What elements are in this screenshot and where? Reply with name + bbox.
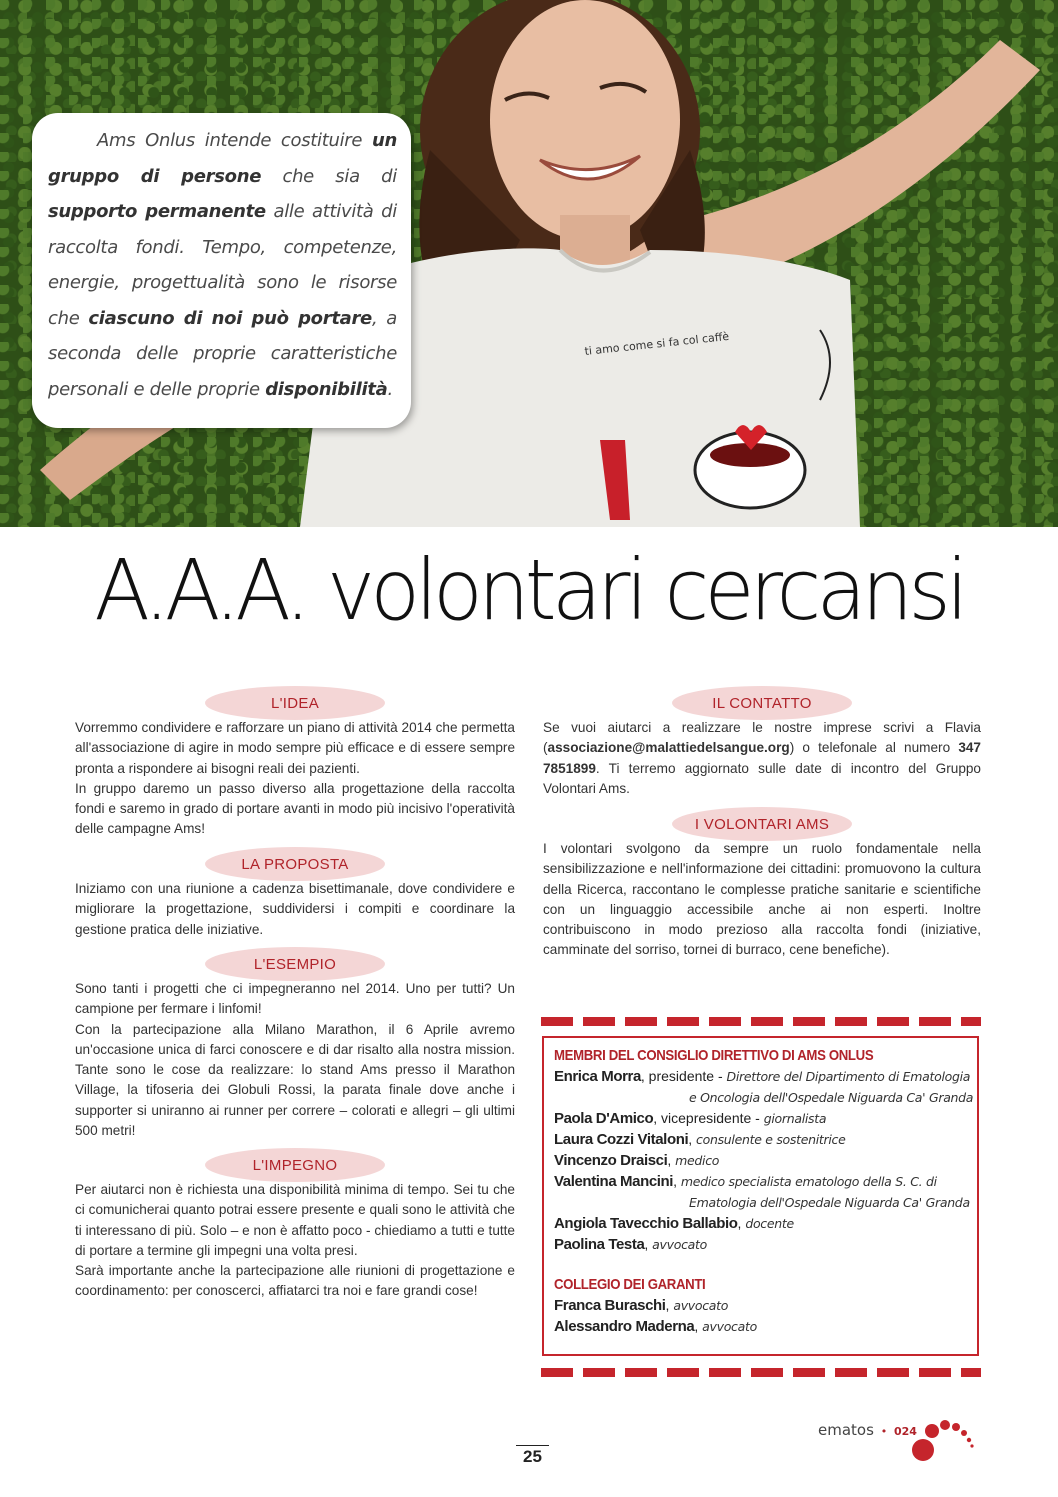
member-row: Enrica Morra, presidente - Direttore del Dipartimento di Ematologia: [554, 1068, 971, 1085]
section-heading: L'ESEMPIO: [205, 953, 385, 977]
page-title: A.A.A. volontari cercansi: [94, 541, 964, 639]
garanti-heading: COLLEGIO DEI GARANTI: [554, 1276, 706, 1293]
member-row: Laura Cozzi Vitaloni, consulente e sostenitrice: [554, 1131, 846, 1148]
section-esempio: [75, 953, 515, 1141]
paragraph: Vorremmo condividere e rafforzare un piano di attività 2014 che permetta all'associazione di agire in modo sempre più efficace e di essere sempre pronta a rispondere ai bisogni reali dei pazienti.: [75, 720, 515, 776]
dashed-divider-bottom: [541, 1368, 981, 1377]
section-impegno: [75, 1154, 515, 1302]
paragraph: Con la partecipazione alla Milano Marathon, il 6 Aprile avremo un'occasione unica di farci conoscere e di dar risalto alla nostra mission. Tante sono le cose da realizzare: lo stand Ams presso il Marathon Village, la tifoseria dei Globuli Rossi, la parata finale dove anche i supporter si uniranno ai runner per correre – colorati e allegri – gli ultimi 500 metri!: [75, 1021, 515, 1139]
section-idea: [75, 692, 515, 840]
paragraph: I volontari svolgono da sempre un ruolo fondamentale nella sensibilizzazione e nell'informazione dei cittadini: promuovono la cultura della Ricerca, raccontano le complesse pratiche sanitarie e scientifiche con un linguaggio accessibile anche ai non esperti. Inoltre contribuiscono in modo prezioso alla raccolta fondi (iniziative, camminate del sorriso, tornei di burraco, cene benefiche).: [543, 841, 981, 958]
section-heading: IL CONTATTO: [672, 692, 852, 716]
member-row: Paola D'Amico, vicepresidente - giornalista: [554, 1110, 827, 1127]
section-heading: I VOLONTARI AMS: [672, 813, 852, 837]
section-contatto: [543, 692, 981, 799]
section-heading: L'IDEA: [205, 692, 385, 716]
paragraph: Sono tanti i progetti che ci impegneranno nel 2014. Uno per tutti? Un campione per fermare i linfomi!: [75, 981, 515, 1017]
member-row: Angiola Tavecchio Ballabio, docente: [554, 1215, 794, 1232]
email-link[interactable]: associazione@malattiedelsangue.org: [547, 740, 790, 756]
svg-text:ti amo come si fa col caffè: ti amo come si fa col caffè: [583, 329, 730, 358]
intro-quote-text: Ams Onlus intende costituire un gruppo di persone che sia di supporto permanente alle attività di raccolta fondi. Tempo, competenze, energie, progettualità sono le risorse che ciascuno di noi può portare, a seconda delle proprie caratteristiche personali e delle proprie disponibilità.: [48, 130, 397, 400]
dashed-divider-top: [541, 1017, 981, 1026]
member-row: Vincenzo Draisci, medico: [554, 1152, 720, 1169]
member-row-cont: e Oncologia dell'Ospedale Niguarda Ca' Granda: [689, 1090, 974, 1105]
paragraph: Per aiutarci non è richiesta una disponibilità minima di tempo. Sei tu che ci comunicherai quanto potrai essere presente e quali sono le attività che ti interessano di più. Solo – e non è affatto poco - chiediamo a tutti e tutte di portare a termine gli impegni una volta presi.: [75, 1182, 515, 1258]
member-row: Paolina Testa, avvocato: [554, 1236, 707, 1253]
garante-row: Franca Buraschi, avvocato: [554, 1297, 729, 1314]
garante-row: Alessandro Maderna, avvocato: [554, 1318, 757, 1335]
paragraph: Sarà importante anche la partecipazione alle riunioni di progettazione e coordinamento: per conoscerci, affiatarci tra noi e fare grandi cose!: [75, 1263, 515, 1299]
page-number: 25: [516, 1445, 549, 1467]
member-row: Valentina Mancini, medico specialista ematologo della S. C. di: [554, 1173, 937, 1190]
board-heading: MEMBRI DEL CONSIGLIO DIRETTIVO DI AMS ONLUS: [554, 1047, 874, 1064]
section-heading: LA PROPOSTA: [205, 853, 385, 877]
paragraph: In gruppo daremo un passo diverso alla progettazione della raccolta fondi e saremo in grado di portare avanti in modo più incisivo l'operatività delle campagne Ams!: [75, 780, 515, 837]
paragraph: Iniziamo con una riunione a cadenza bisettimanale, dove condividere e migliorare la progettazione, suddividersi i compiti e coordinare la gestione pratica delle iniziative.: [75, 881, 515, 937]
magazine-brand: ematos • 024: [818, 1421, 917, 1439]
paragraph: Se vuoi aiutarci a realizzare le nostre imprese scrivi a Flavia (associazione@malattiedelsangue.org) o telefonale al numero 347 7851899. Ti terremo aggiornato sulle date di incontro del Gruppo Volontari Ams.: [543, 720, 981, 796]
board-members-box: [542, 1036, 979, 1356]
section-proposta: [75, 853, 515, 940]
ematos-dots-logo-icon: [905, 1415, 985, 1465]
member-row-cont: Ematologia dell'Ospedale Niguarda Ca' Granda: [689, 1195, 970, 1210]
phone-number[interactable]: 347 7851899: [543, 740, 981, 776]
section-volontari: [543, 813, 981, 961]
intro-quote-box: [32, 113, 411, 428]
section-heading: L'IMPEGNO: [205, 1154, 385, 1178]
